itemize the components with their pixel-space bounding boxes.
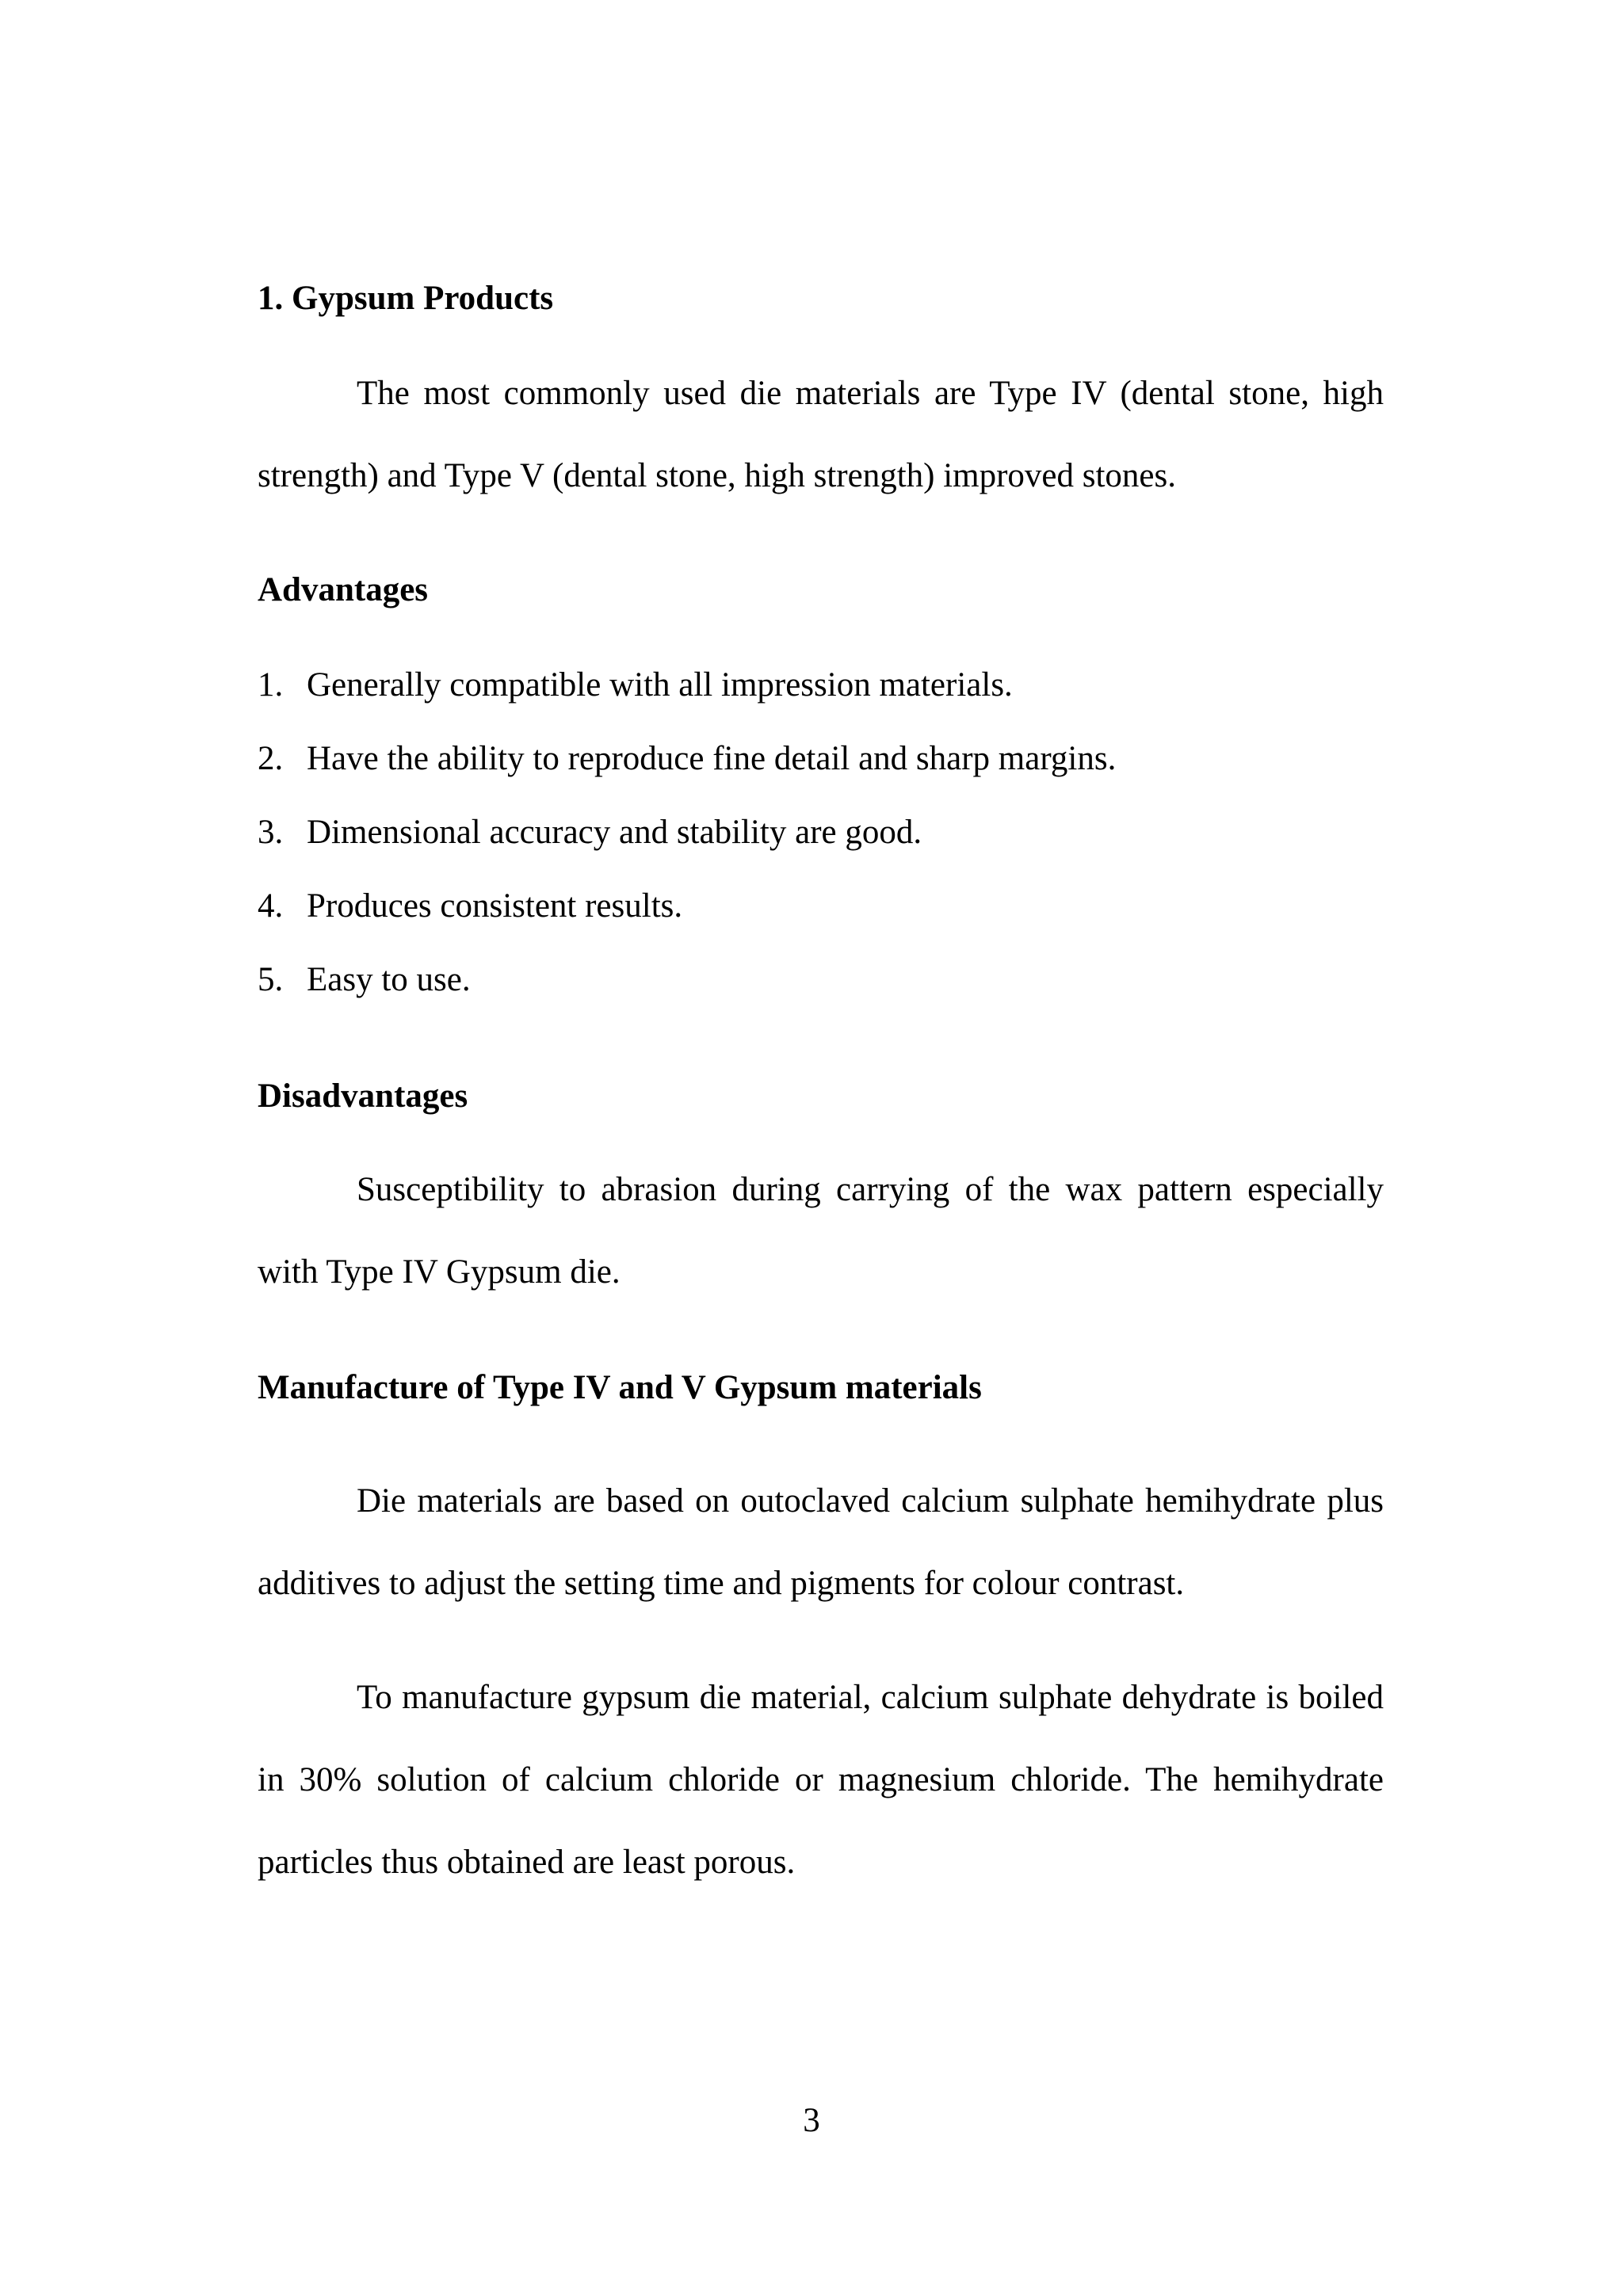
page-number: 3	[803, 2102, 820, 2139]
list-item-text: Dimensional accuracy and stability are good.	[307, 814, 922, 851]
list-item-number: 5.	[258, 961, 284, 998]
manufacture-paragraph-1: Die materials are based on outoclaved calcium sulphate hemihydrate plus additives to adjust the setting time and pigments for colour contrast.	[258, 1482, 1384, 1602]
disadvantages-heading: Disadvantages	[258, 1077, 468, 1115]
list-item-text: Have the ability to reproduce fine detail and sharp margins.	[307, 740, 1117, 777]
list-item-number: 2.	[258, 740, 284, 777]
list-item-text: Generally compatible with all impression materials.	[307, 666, 1013, 704]
manufacture-heading: Manufacture of Type IV and V Gypsum materials	[258, 1369, 982, 1406]
manufacture-paragraph-2: To manufacture gypsum die material, calcium sulphate dehydrate is boiled in 30% solution of calcium chloride or magnesium chloride. The hemihydrate particles thus obtained are least porous.	[258, 1679, 1384, 1881]
advantages-heading: Advantages	[258, 571, 429, 608]
disadvantages-paragraph: Susceptibility to abrasion during carrying of the wax pattern especially with Type IV Gypsum die.	[258, 1171, 1384, 1291]
list-item-number: 1.	[258, 666, 284, 704]
list-item-text: Produces consistent results.	[307, 887, 683, 925]
list-item-number: 4.	[258, 887, 284, 925]
section-title: 1. Gypsum Products	[258, 280, 554, 317]
intro-paragraph: The most commonly used die materials are Type IV (dental stone, high strength) and Type V (dental stone, high strength) improved stones.	[258, 375, 1384, 494]
list-item-text: Easy to use.	[307, 961, 471, 998]
list-item-number: 3.	[258, 814, 284, 851]
